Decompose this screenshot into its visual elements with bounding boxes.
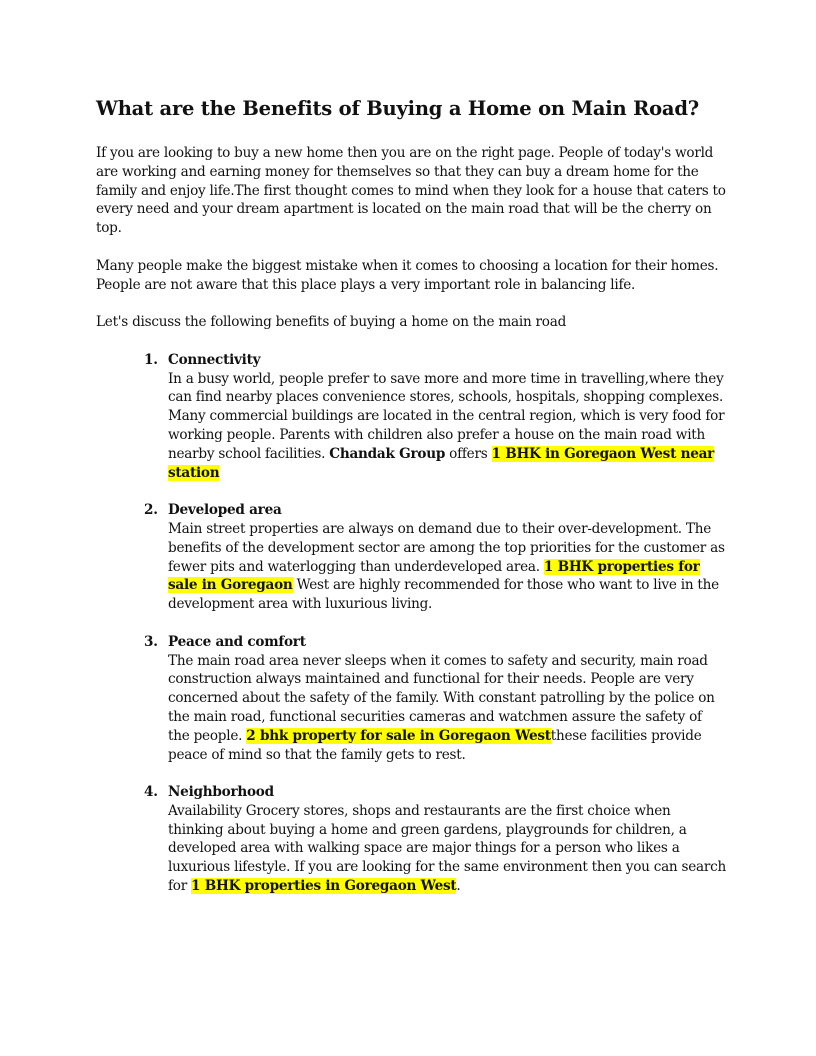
document-page <box>96 96 726 915</box>
item-body-tail: these facilities provide peace of mind so that the family gets to rest. <box>168 727 702 763</box>
list-item-peace-and-comfort <box>144 633 726 765</box>
item-heading: Developed area <box>168 502 282 519</box>
item-body: Availability Grocery stores, shops and restaurants are the first choice when thinking about buying a home and green gardens, playgrounds for children, a developed area with walking space are major things for a person who likes a luxurious lifestyle. If you are looking for the same environment then you can search for <box>168 802 726 895</box>
list-number: 3. <box>144 633 158 650</box>
discuss-paragraph: Let's discuss the following benefits of buying a home on the main road <box>96 314 567 331</box>
highlighted-link[interactable]: 1 BHK in Goregaon West near station <box>168 445 715 481</box>
item-heading: Peace and comfort <box>168 633 306 650</box>
highlighted-link[interactable]: 1 BHK properties in Goregaon West <box>191 878 457 895</box>
highlighted-link[interactable]: 1 BHK properties for sale in Goregaon <box>168 558 700 594</box>
intro-paragraph: If you are looking to buy a new home then you are on the right page. People of today's world are working and earning money for themselves so that they can buy a dream home for the family and enjoy life.The first thought comes to mind when they look for a house that caters to every need and your dream apartment is located on the main road that will be the cherry on top. <box>96 145 726 237</box>
list-item-neighborhood <box>144 783 726 896</box>
list-number: 4. <box>144 784 158 801</box>
benefits-list <box>96 351 726 896</box>
item-body-mid: offers <box>445 445 492 462</box>
item-body: The main road area never sleeps when it comes to safety and security, main road construction always maintained and functional for their needs. People are very concerned about the safety of the family. With constant patrolling by the police on the main road, functional securities cameras and watchmen assure the safety of the people. <box>168 652 715 744</box>
list-number: 1. <box>144 351 158 368</box>
item-body-tail: West are highly recommended for those who want to live in the development area with luxurious living. <box>168 577 719 613</box>
list-number: 2. <box>144 502 158 519</box>
item-body: Main street properties are always on demand due to their over-development. The benefits of the development sector are among the top priorities for the customer as fewer pits and waterlogging than underdeveloped area. <box>168 520 725 575</box>
list-item-developed-area <box>144 501 726 614</box>
list-item-connectivity <box>144 351 726 483</box>
item-heading: Connectivity <box>168 351 261 368</box>
item-body-tail: . <box>456 878 461 895</box>
item-body: In a busy world, people prefer to save more and more time in travelling,where they can find nearby places convenience stores, schools, hospitals, shopping complexes. Many commercial buildings are located in the central region, which is very food for working people. Parents with children also prefer a house on the main road with nearby school facilities. <box>168 370 725 462</box>
document-title: What are the Benefits of Buying a Home on Main Road? <box>96 97 699 120</box>
highlighted-link[interactable]: 2 bhk property for sale in Goregaon West <box>246 727 551 744</box>
company-name: Chandak Group <box>329 445 446 462</box>
item-heading: Neighborhood <box>168 784 274 801</box>
mistake-paragraph: Many people make the biggest mistake when it comes to choosing a location for their homes. People are not aware that this place plays a very important role in balancing life. <box>96 257 719 293</box>
